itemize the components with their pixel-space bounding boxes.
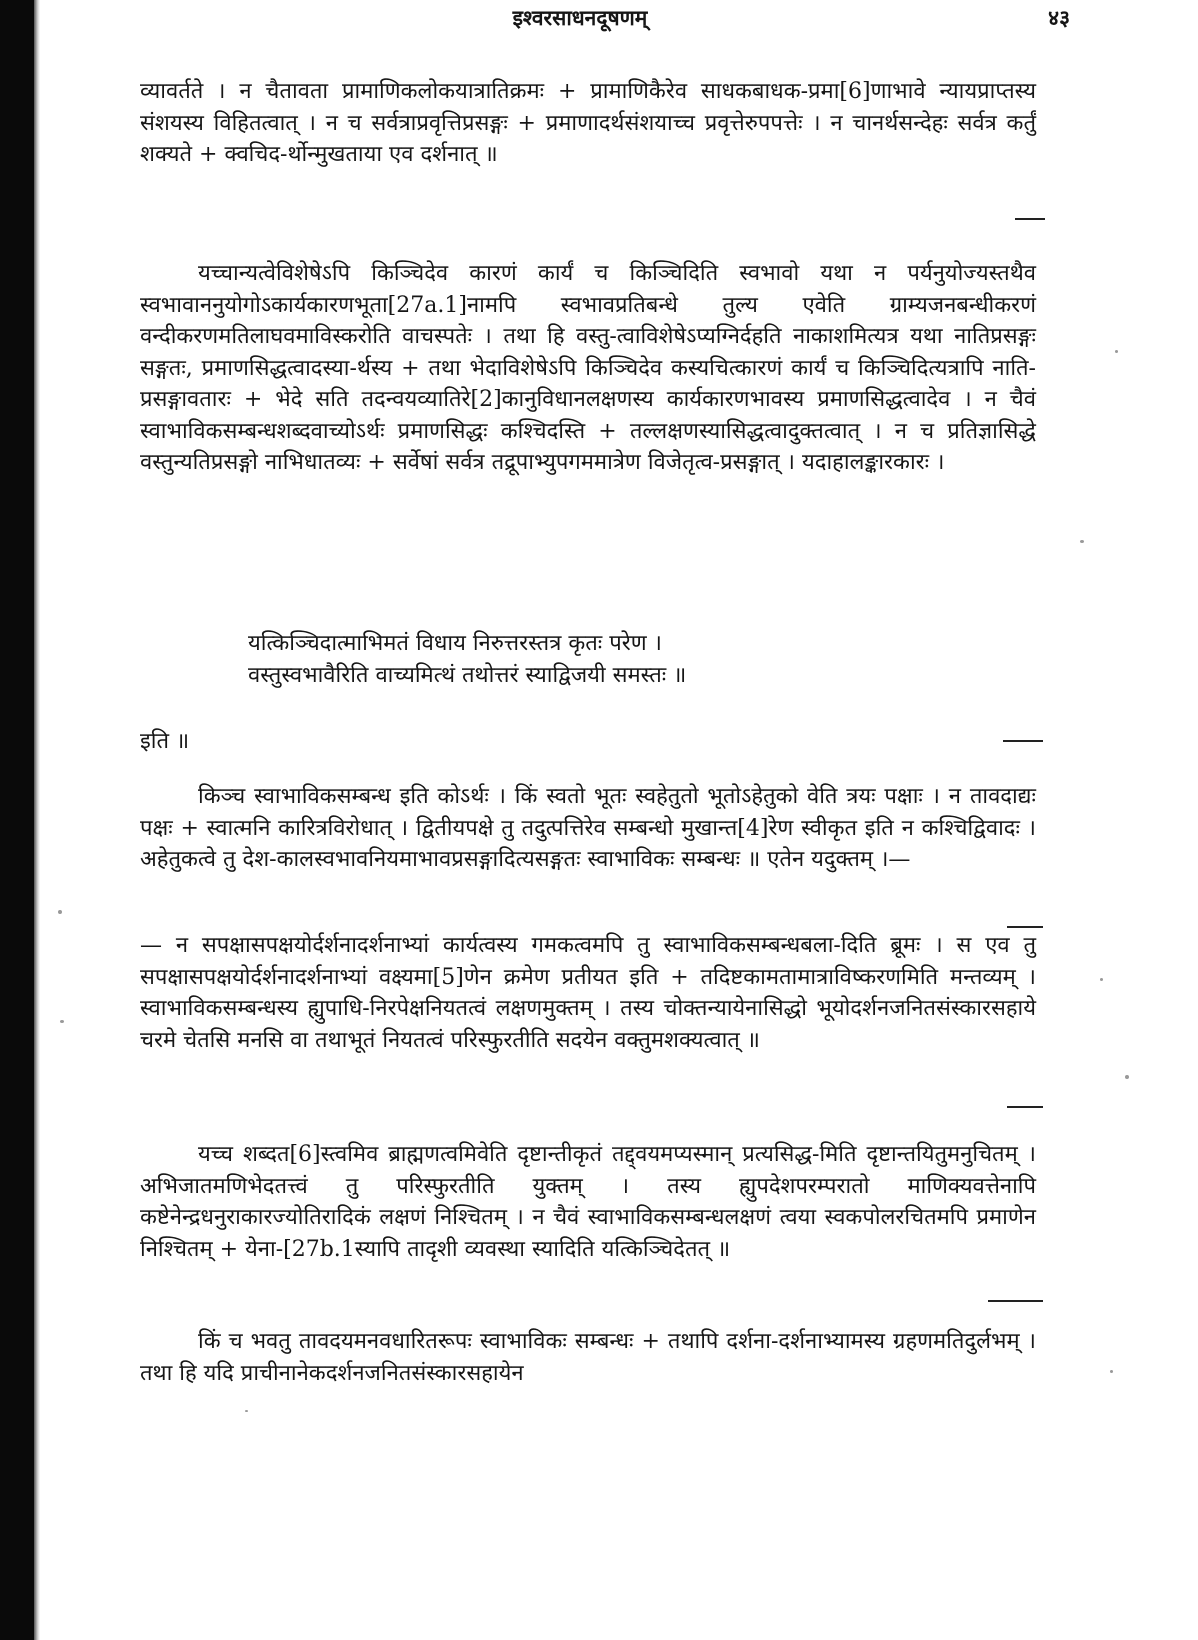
margin-mark [1003, 740, 1043, 742]
verse-line-2: वस्तुस्वभावैरिति वाच्यमित्थं तथोत्तरं स्याद्विजयी समस्तः ॥ [248, 662, 687, 688]
paragraph-2: यच्चान्यत्वेविशेषेऽपि किञ्चिदेव कारणं कार्यं च किञ्चिदिति स्वभावो यथा न पर्यनुयोज्यस्तथैव स्वभावाननुयोगोऽकार्यकारणभूता[27a.1]नामपि स्वभावप्रतिबन्धे तुल्य एवेति ग्राम्यजनबन्धीकरणं वन्दीकरणमतिलाघवमाविस्करोति वाचस्पतेः । तथा हि वस्तु-त्वाविशेषेऽप्यग्निर्दहति नाकाशमित्यत्र यथा नातिप्रसङ्गः सङ्गतः, प्रमाणसिद्धत्वादस्या-र्थस्य + तथा भेदाविशेषेऽपि किञ्चिदेव कस्यचित्कारणं कार्यं च किञ्चिदित्यत्रापि नाति-प्रसङ्गावतारः + भेदे सति तदन्वयव्यातिरे[2]कानुविधानलक्षणस्य कार्यकारणभावस्य प्रमाणसिद्धत्वादेव । न चैवं स्वाभाविकसम्बन्धशब्दवाच्योऽर्थः प्रमाणसिद्धः कश्चिदस्ति + तल्लक्षणस्यासिद्धत्वादुक्तत्वात् । न च प्रतिज्ञासिद्धे वस्तुन्यतिप्रसङ्गो नाभिधातव्यः + सर्वेषां सर्वत्र तद्रूपाभ्युपगममात्रेण विजेतृत्व-प्रसङ्गात् । यदाहालङ्कारकारः । [140, 261, 1036, 475]
margin-mark [988, 1300, 1043, 1302]
scan-speck [60, 1020, 64, 1023]
iti-line: इति ॥ [140, 729, 190, 754]
scan-speck [1115, 350, 1118, 353]
scan-speck [1125, 1075, 1129, 1079]
book-binding-shadow [0, 0, 34, 1640]
margin-mark [1007, 926, 1043, 928]
scan-speck [1080, 540, 1084, 543]
scan-speck [58, 910, 62, 914]
paragraph-1: व्यावर्तते । न चैतावता प्रामाणिकलोकयात्रातिक्रमः + प्रामाणिकैरेव साधकबाधक-प्रमा[6]णाभावे न्यायप्राप्तस्य संशयस्य विहितत्वात् । न च सर्वत्राप्रवृत्तिप्रसङ्गः + प्रमाणादर्थसंशयाच्च प्रवृत्तेरुपपत्तेः । न चानर्थसन्देहः सर्वत्र कर्तुं शक्यते + क्वचिद-र्थोन्मुखताया एव दर्शनात् ॥ [140, 79, 1036, 167]
running-head-title: इश्वरसाधनदूषणम् [512, 5, 648, 30]
verse-block [248, 628, 948, 691]
scan-speck [1110, 1370, 1113, 1373]
paragraph-4: — न सपक्षासपक्षयोर्दर्शनादर्शनाभ्यां कार्यत्वस्य गमकत्वमपि तु स्वाभाविकसम्बन्धबला-दिति ब्रूमः । स एव तु सपक्षासपक्षयोर्दर्शनादर्शनाभ्यां वक्ष्यमा[5]णेन क्रमेण प्रतीयत इति + तदिष्टकामतामात्राविष्करणमिति मन्तव्यम् । स्वाभाविकसम्बन्धस्य ह्युपाधि-निरपेक्षनियतत्वं लक्षणमुक्तम् । तस्य चोक्तन्यायेनासिद्धो भूयोदर्शनजनितसंस्कारसहाये चरमे चेतसि मनसि वा तथाभूतं नियतत्वं परिस्फुरतीति सदयेन वक्तुमशक्यत्वात् ॥ [140, 933, 1036, 1053]
page-number: ४३ [1048, 5, 1070, 30]
paragraph-6: किं च भवतु तावदयमनवधारितरूपः स्वाभाविकः सम्बन्धः + तथापि दर्शना-दर्शनाभ्यामस्य ग्रहणमतिदुर्लभम् । तथा हि यदि प्राचीनानेकदर्शनजनितसंस्कारसहायेन [140, 1329, 1036, 1386]
verse-line-1: यत्किञ्चिदात्माभिमतं विधाय निरुत्तरस्तत्र कृतः परेण । [248, 631, 662, 656]
scan-speck [1100, 978, 1103, 981]
margin-mark [1015, 218, 1045, 220]
paragraph-5: यच्च शब्दत[6]स्त्वमिव ब्राह्मणत्वमिवेति दृष्टान्तीकृतं तद्द्वयमप्यस्मान् प्रत्यसिद्ध-मिति दृष्टान्तयितुमनुचितम् । अभिजातमणिभेदतत्त्वं तु परिस्फुरतीति युक्तम् । तस्य ह्युपदेशपरम्परातो माणिक्यवत्तेनापि कष्टेनेन्द्रधनुराकारज्योतिरादिकं लक्षणं निश्चितम् । न चैवं स्वाभाविकसम्बन्धलक्षणं त्वया स्वकपोलरचितमपि प्रमाणेन निश्चितम् + येना-[27b.1स्यापि तादृशी व्यवस्था स्यादिति यत्किञ्चिदेतत् ॥ [140, 1142, 1036, 1262]
binding-edge [34, 0, 40, 1640]
paragraph-3: किञ्च स्वाभाविकसम्बन्ध इति कोऽर्थः । किं स्वतो भूतः स्वहेतुतो भूतोऽहेतुको वेति त्रयः पक्षाः । न तावदाद्यः पक्षः + स्वात्मनि कारित्रविरोधात् । द्वितीयपक्षे तु तदुत्पत्तिरेव सम्बन्धो मुखान्त[4]रेण स्वीकृत इति न कश्चिद्विवादः । अहेतुकत्वे तु देश-कालस्वभावनियमाभावप्रसङ्गादित्यसङ्गतः स्वाभाविकः सम्बन्धः ॥ एतेन यदुक्तम् ।— [140, 784, 1036, 872]
scan-speck [245, 1410, 248, 1412]
margin-mark [1007, 1106, 1043, 1108]
